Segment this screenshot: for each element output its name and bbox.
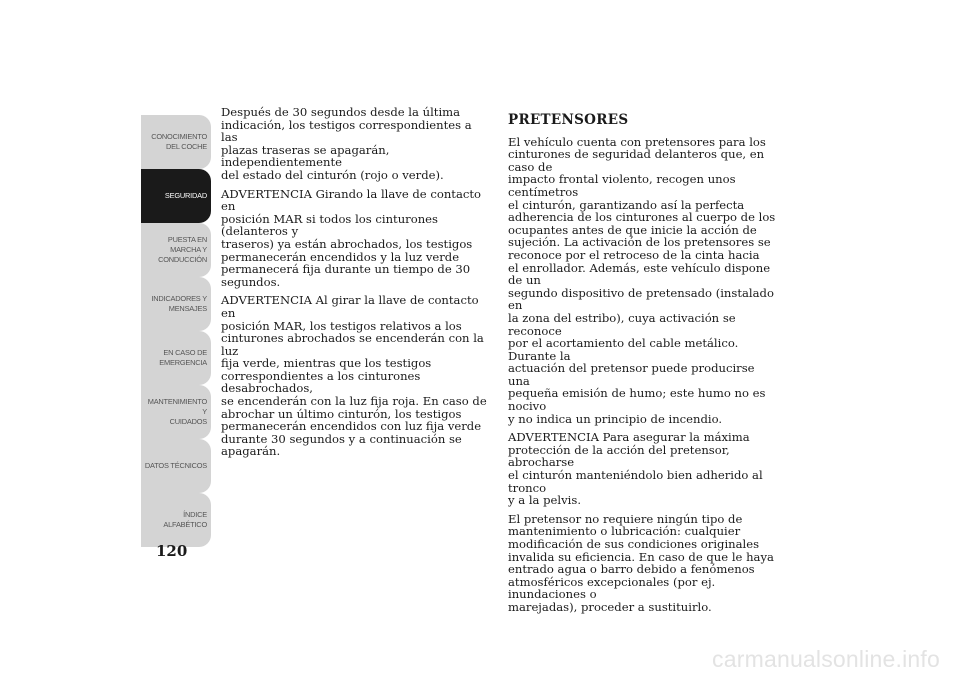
warning-paragraph: ADVERTENCIA Girando la llave de contacto en posición MAR si todos los cinturones (delanteros y traseros) ya están abrochados, los testigos permanecerán encendidos y la luz verde permanecerá fija durante un tiempo de 30 segundos.	[221, 186, 481, 289]
right-column	[508, 106, 780, 620]
tab-datos-tecnicos[interactable]	[141, 439, 211, 493]
tab-puesta-en-marcha[interactable]	[141, 223, 211, 277]
tab-indice-alfabetico[interactable]	[141, 493, 211, 547]
tab-label: SEGURIDAD	[164, 191, 207, 200]
tab-label: PUESTA EN MARCHA Y CONDUCCIÓN	[158, 235, 207, 264]
tab-label: EN CASO DE EMERGENCIA	[159, 348, 207, 367]
tab-conocimiento-del-coche[interactable]	[141, 115, 211, 169]
warning-paragraph: ADVERTENCIA Para asegurar la máxima protección de la acción del pretensor, abrocharse el cinturón manteniéndolo bien adherido al tronco y a la pelvis.	[508, 430, 763, 508]
section-title: PRETENSORES	[508, 112, 629, 128]
tab-label: ÍNDICE ALFABÉTICO	[163, 510, 207, 529]
left-column	[221, 106, 489, 464]
watermark: carmanualsonline.info	[712, 646, 940, 672]
tab-en-caso-de-emergencia[interactable]	[141, 331, 211, 385]
paragraph: El vehículo cuenta con pretensores para los cinturones de seguridad delanteros que, en caso de impacto frontal violento, recogen unos centímetros el cinturón, garantizando así la perfecta adherencia de los cinturones al cuerpo de los ocupantes antes de que inicie la acción de sujeción. La activación de los pretensores se reconoce por el retroceso de la cinta hacia el enrollador. Además, este vehículo dispone de un segundo dispositivo de pretensado (instalado en la zona del estribo), cuya activación se reconoce por el acortamiento del cable metálico. Durante la actuación del pretensor puede producirse una pequeña emisión de humo; este humo no es nocivo y no indica un principio de incendio.	[508, 134, 776, 426]
tab-label: CONOCIMIENTO DEL COCHE	[151, 132, 207, 151]
tab-label: MANTENIMIENTO Y CUIDADOS	[147, 397, 207, 426]
tab-label: INDICADORES Y MENSAJES	[151, 294, 207, 313]
warning-paragraph: ADVERTENCIA Al girar la llave de contacto en posición MAR, los testigos relativos a los cinturones abrochados se encenderán con la luz fija verde, mientras que los testigos correspondientes a los cinturones desabrochados, se encenderán con la luz fija roja. En caso de abrochar un último cinturón, los testigos permanecerán encendidos con luz fija verde durante 30 segundos y a continuación se apagarán.	[221, 293, 487, 459]
tab-label: DATOS TÉCNICOS	[144, 461, 207, 470]
paragraph: Después de 30 segundos desde la última indicación, los testigos correspondientes a las plazas traseras se apagarán, independientemente del estado del cinturón (rojo o verde).	[221, 105, 472, 182]
tab-mantenimiento-y-cuidados[interactable]	[141, 385, 211, 439]
paragraph: El pretensor no requiere ningún tipo de mantenimiento o lubricación: cualquier modificación de sus condiciones originales invalida su eficiencia. En caso de que le haya entrado agua o barro debido a fenómenos atmosféricos excepcionales (por ej. inundaciones o marejadas), proceder a sustituirlo.	[508, 511, 774, 614]
page-number: 120	[156, 542, 188, 560]
tab-seguridad[interactable]	[141, 169, 211, 223]
tab-indicadores-y-mensajes[interactable]	[141, 277, 211, 331]
